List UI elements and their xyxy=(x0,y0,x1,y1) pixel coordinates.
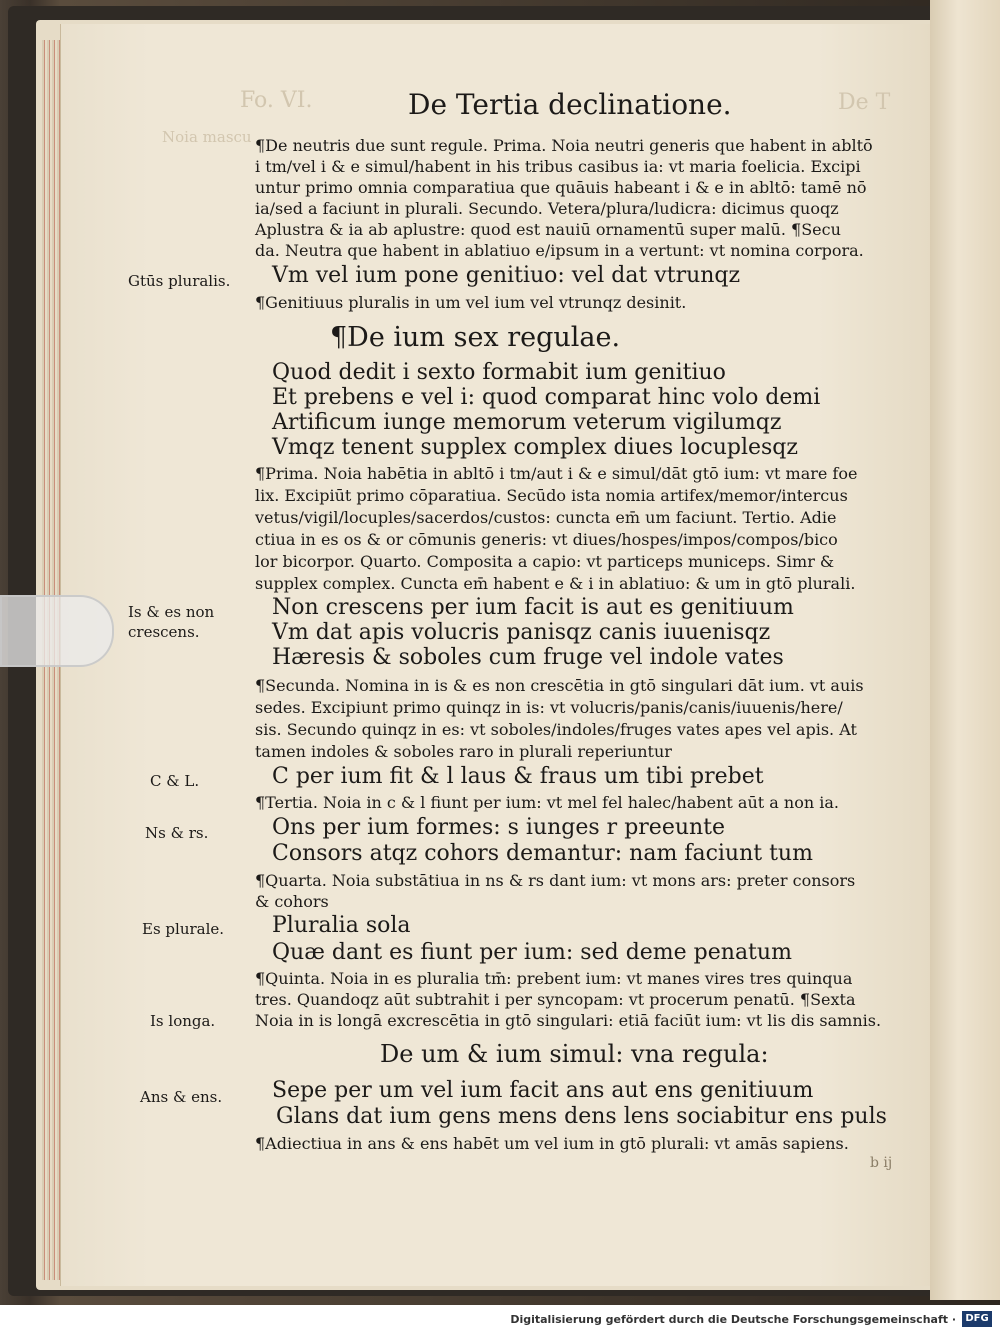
footer-bar xyxy=(0,1305,1000,1335)
paragraph-line: ¶Tertia. Noia in c & l fiunt per ium: vt mel fel halec/habent aūt a non ia. xyxy=(255,793,839,812)
ghost-margin: Noia mascu xyxy=(162,128,252,146)
facing-page-edge xyxy=(930,0,1000,1300)
verse-line: C per ium fit & l laus & fraus um tibi prebet xyxy=(272,764,764,789)
verse-line: Consors atqz cohors demantur: nam faciunt tum xyxy=(272,841,813,866)
paragraph-line: tamen indoles & soboles raro in plurali reperiuntur xyxy=(255,742,672,761)
verse-line: Vmqz tenent supplex complex diues locuplesqz xyxy=(272,435,798,460)
paragraph-line: sedes. Excipiunt primo quinqz in is: vt volucris/panis/canis/iuuenis/here/ xyxy=(255,698,843,717)
paragraph-line: sis. Secundo quinqz in es: vt soboles/indoles/fruges vates apes vel apis. At xyxy=(255,720,857,739)
paragraph-line: & cohors xyxy=(255,892,329,911)
margin-note: Ans & ens. xyxy=(140,1088,223,1106)
section-heading: ¶De ium sex regulae. xyxy=(330,322,621,353)
ghost-header-2: De T xyxy=(838,90,891,115)
footer-credit: Digitalisierung gefördert durch die Deutsche Forschungsgemeinschaft · xyxy=(510,1313,956,1326)
verse-line: Hæresis & soboles cum fruge vel indole vates xyxy=(272,645,784,670)
margin-note: C & L. xyxy=(150,772,200,790)
paragraph-line: Noia in is longā excrescētia in gtō singulari: etiā faciūt ium: vt lis dis samnis. xyxy=(255,1011,882,1030)
verse-line: Ons per ium formes: s iunges r preeunte xyxy=(272,815,726,840)
paragraph-line: ¶Adiectiua in ans & ens habēt um vel ium in gtō plurali: vt amās sapiens. xyxy=(255,1134,849,1153)
signature-mark: b ij xyxy=(870,1155,893,1171)
paragraph-line: lix. Excipiūt primo cōparatiua. Secūdo ista nomia artifex/memor/intercus xyxy=(255,486,848,505)
margin-note: Gtūs pluralis. xyxy=(128,272,231,290)
paragraph-line: lor bicorpor. Quarto. Composita a capio: vt particeps municeps. Simr & xyxy=(255,552,835,571)
paragraph-line: Aplustra & ia ab aplustre: quod est nauiū ornamentū super malū. ¶Secu xyxy=(255,220,841,239)
margin-note: Is & es non xyxy=(128,603,215,621)
paragraph-line: ¶De neutris due sunt regule. Prima. Noia neutri generis que habent in abltō xyxy=(255,136,873,155)
margin-note: Es plurale. xyxy=(142,920,225,938)
paragraph-line: ¶Prima. Noia habētia in abltō i tm/aut i & e simul/dāt gtō ium: vt mare foe xyxy=(255,464,858,483)
verse-line: Vm dat apis volucris panisqz canis iuuenisqz xyxy=(272,620,771,645)
verse-line: Vm vel ium pone genitiuo: vel dat vtrunqz xyxy=(272,263,741,288)
verse-line: Pluralia sola xyxy=(272,913,411,938)
paragraph-line: ¶Quarta. Noia substātiua in ns & rs dant ium: vt mons ars: preter consors xyxy=(255,871,856,890)
paragraph-line: ctiua in es os & or cōmunis generis: vt diues/hospes/impos/compos/bico xyxy=(255,530,838,549)
margin-note: Is longa. xyxy=(150,1012,216,1030)
section-heading: De um & ium simul: vna regula: xyxy=(380,1040,769,1068)
verse-line: Artificum iunge memorum veterum vigilumqz xyxy=(272,410,782,435)
margin-note: crescens. xyxy=(128,623,200,641)
verse-line: Quod dedit i sexto formabit ium genitiuo xyxy=(272,360,726,385)
verse-line: Et prebens e vel i: quod comparat hinc volo demi xyxy=(272,385,821,410)
ghost-header: Fo. VI. xyxy=(240,88,313,113)
paragraph-line: ¶Secunda. Nomina in is & es non crescētia in gtō singulari dāt ium. vt auis xyxy=(255,676,864,695)
verse-line: Glans dat ium gens mens dens lens sociabitur ens puls xyxy=(276,1104,887,1129)
paragraph-line: vetus/vigil/locuples/sacerdos/custos: cuncta em̄ um faciunt. Tertio. Adie xyxy=(255,508,837,527)
paragraph-line: ia/sed a faciunt in plurali. Secundo. Vetera/plura/ludicra: dicimus quoqz xyxy=(255,199,839,218)
paragraph-line: ¶Genitiuus pluralis in um vel ium vel vtrunqz desinit. xyxy=(255,293,687,312)
verse-line: Quæ dant es fiunt per ium: sed deme penatum xyxy=(272,940,792,965)
paragraph-line: da. Neutra que habent in ablatiuo e/ipsum in a vertunt: vt nomina corpora. xyxy=(255,241,864,260)
paragraph-line: tres. Quandoqz aūt subtrahit i per syncopam: vt procerum penatū. ¶Sexta xyxy=(255,990,856,1009)
dfg-logo: DFG xyxy=(962,1311,992,1327)
page-clip xyxy=(0,595,114,667)
margin-note: Ns & rs. xyxy=(145,824,209,842)
verse-line: Sepe per um vel ium facit ans aut ens genitiuum xyxy=(272,1078,814,1103)
paragraph-line: i tm/vel i & e simul/habent in his tribus casibus ia: vt maria foelicia. Excipi xyxy=(255,157,861,176)
verse-line: Non crescens per ium facit is aut es genitiuum xyxy=(272,595,794,620)
paragraph-line: ¶Quinta. Noia in es pluralia tm̄: prebent ium: vt manes vires tres quinqua xyxy=(255,969,853,988)
paragraph-line: supplex complex. Cuncta em̄ habent e & i in ablatiuo: & um in gtō plurali. xyxy=(255,574,856,593)
page-title: De Tertia declinatione. xyxy=(408,88,732,121)
paragraph-line: untur primo omnia comparatiua que quāuis habeant i & e in abltō: tamē nō xyxy=(255,178,867,197)
